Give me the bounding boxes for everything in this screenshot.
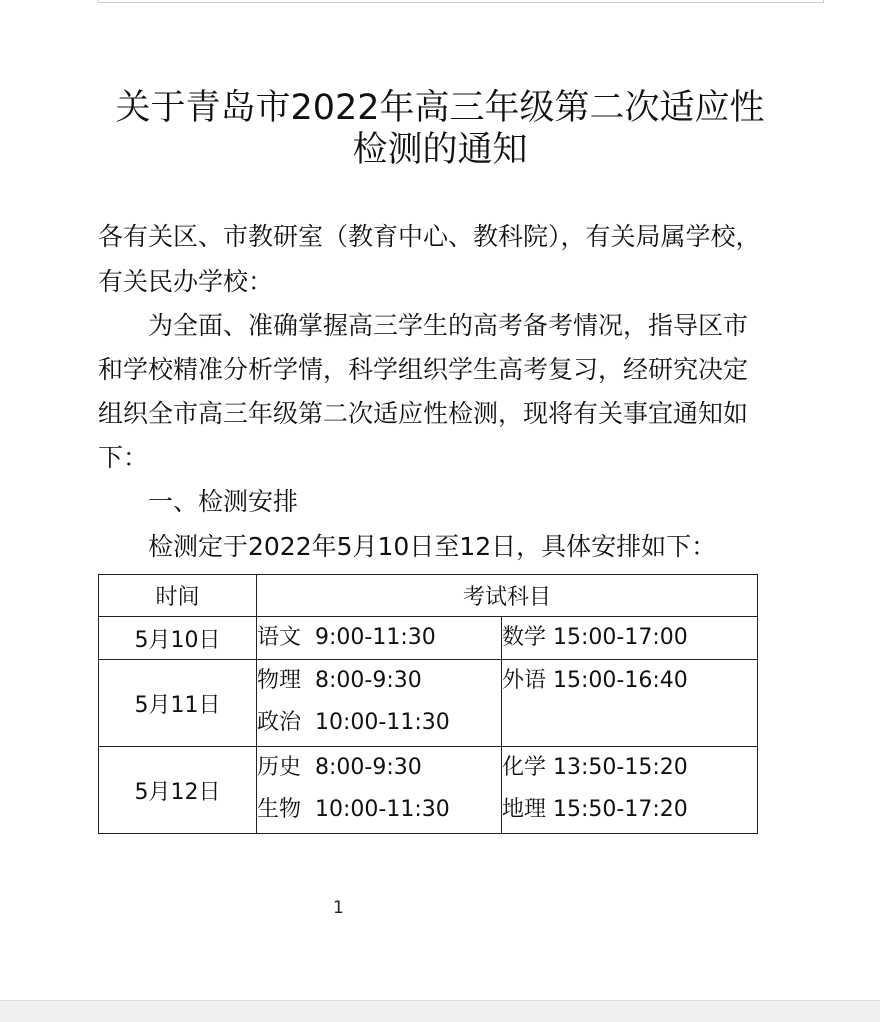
intro-line-4: 下： <box>98 443 149 472</box>
intro-line-3: 组织全市高三年级第二次适应性检测，现将有关事宜通知如 <box>98 399 749 428</box>
date-cell: 5月11日 <box>99 660 257 747</box>
subject-cell-right <box>502 747 758 834</box>
subject-cell-right <box>502 660 758 747</box>
subject-cell-right <box>502 617 758 660</box>
subject-entry: 化学 13:50-15:20 <box>502 755 688 780</box>
document-title-line-1: 关于青岛市2022年高三年级第二次适应性 <box>115 88 765 128</box>
next-page-gap <box>0 1000 880 1022</box>
exam-schedule-table <box>98 574 758 834</box>
table-header-row <box>99 575 758 617</box>
intro-line-1: 为全面、准确掌握高三学生的高考备考情况，指导区市 <box>148 311 749 340</box>
header-subjects: 考试科目 <box>257 575 758 617</box>
intro-line-2: 和学校精准分析学情，科学组织学生高考复习，经研究决定 <box>98 355 749 384</box>
date-cell: 5月12日 <box>99 747 257 834</box>
table-row <box>99 617 758 660</box>
subject-entry: 生物 10:00-11:30 <box>257 797 450 822</box>
document-title-line-2: 检测的通知 <box>352 130 528 170</box>
date-cell: 5月10日 <box>99 617 257 660</box>
subject-entry: 语文 9:00-11:30 <box>257 625 436 650</box>
table-row <box>99 660 758 747</box>
subject-entry: 外语 15:00-16:40 <box>502 668 688 693</box>
subject-cell-left <box>257 617 502 660</box>
table-row <box>99 747 758 834</box>
previous-page-edge <box>98 0 824 3</box>
addressee-line-1: 各有关区、市教研室（教育中心、教科院），有关局属学校， <box>98 222 761 251</box>
page-number: 1 <box>333 898 344 918</box>
header-time: 时间 <box>99 575 257 617</box>
subject-entry: 地理 15:50-17:20 <box>502 797 688 822</box>
subject-entry: 历史 8:00-9:30 <box>257 755 422 780</box>
section-text: 检测定于2022年5月10日至12日，具体安排如下： <box>148 532 717 561</box>
subject-entry: 政治 10:00-11:30 <box>257 710 450 735</box>
addressee-line-2: 有关民办学校： <box>98 267 274 296</box>
subject-cell-left <box>257 660 502 747</box>
subject-entry: 数学 15:00-17:00 <box>502 625 688 650</box>
section-heading: 一、检测安排 <box>148 487 299 516</box>
subject-entry: 物理 8:00-9:30 <box>257 668 422 693</box>
subject-cell-left <box>257 747 502 834</box>
